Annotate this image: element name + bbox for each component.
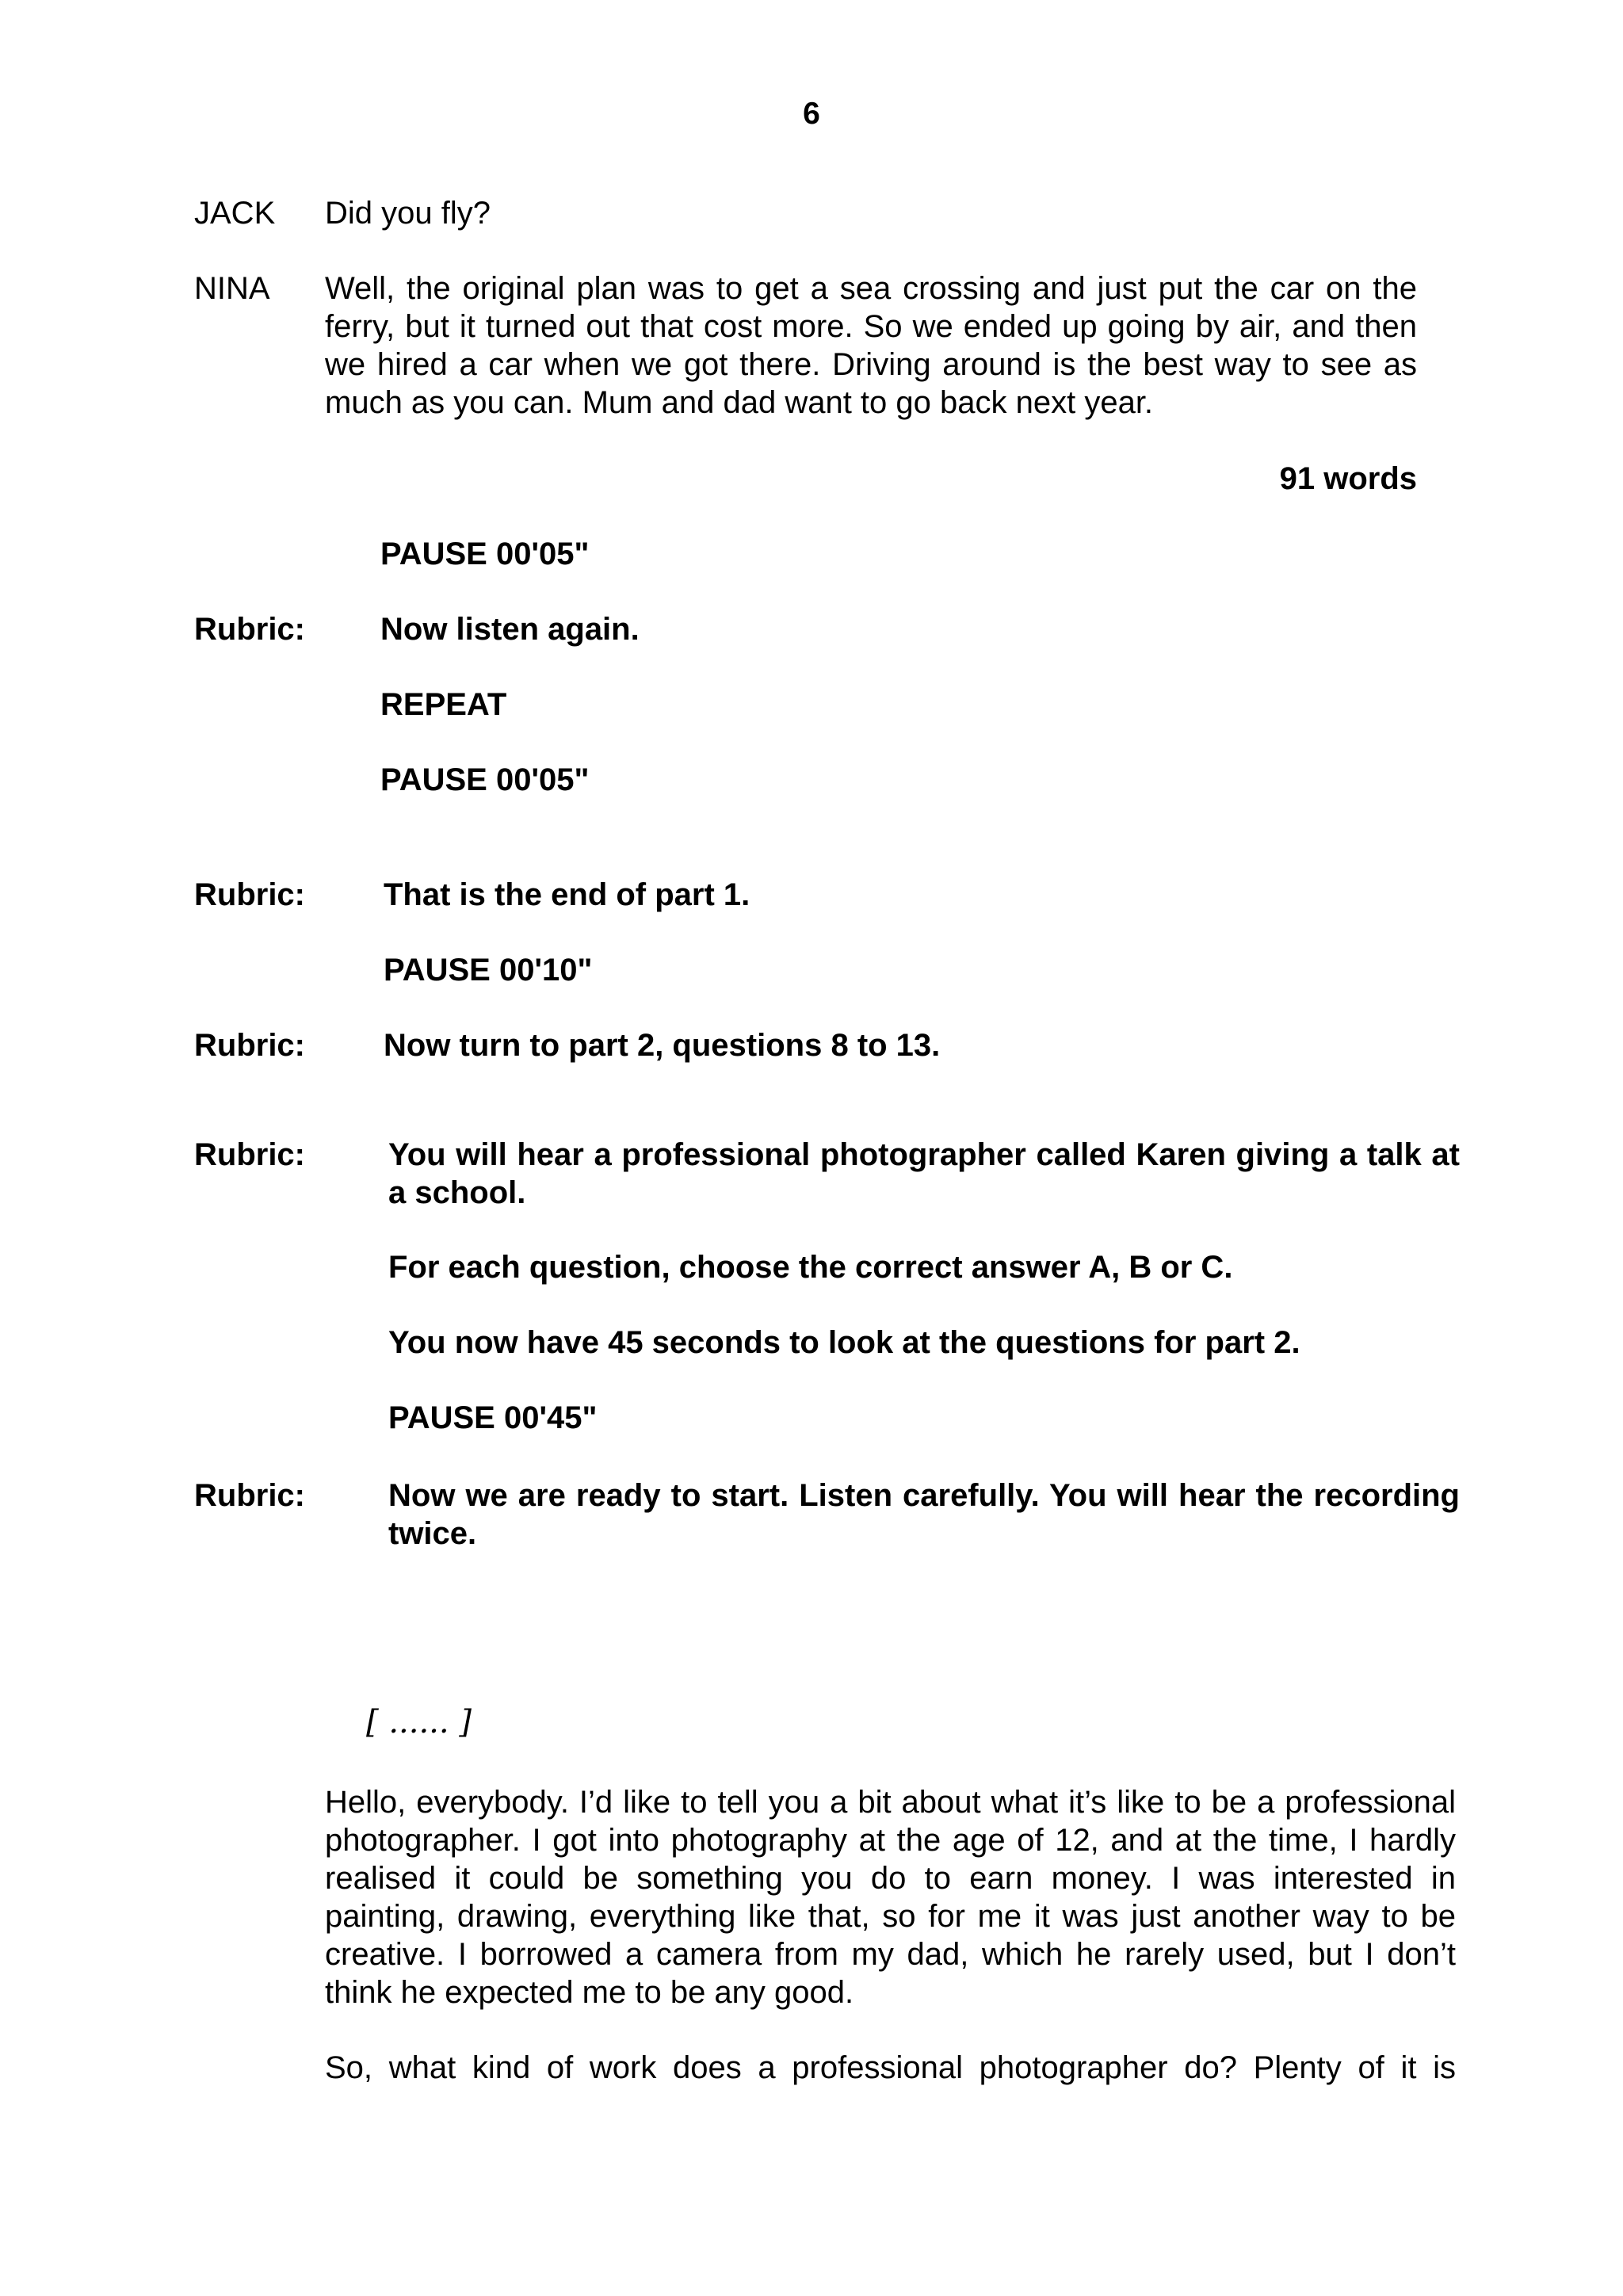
rubric-45-seconds: You now have 45 seconds to look at the questions for part 2. (388, 1325, 1300, 1360)
line-jack: Did you fly? (325, 196, 491, 231)
talk-paragraph-1: Hello, everybody. I’d like to tell you a bit about what it’s like to be a professional photographer. I got into photography at the age of 12, and at the time, I hardly realised it could be something you do to earn money. I was interested in painting, drawing, everything like that, so for me it was just another way to be creative. I borrowed a camera from my dad, which he rarely used, but I don’t think he expected me to be any good. (325, 1785, 1456, 2010)
pause-1: PAUSE 00'05" (380, 537, 590, 571)
pause-3: PAUSE 00'10" (384, 953, 593, 988)
rubric-ready-to-start: Now we are ready to start. Listen carefully. You will hear the recording twice. (388, 1478, 1460, 1551)
rubric-label-4: Rubric: (194, 1137, 305, 1172)
pause-4: PAUSE 00'45" (388, 1400, 598, 1435)
rubric-label-2: Rubric: (194, 877, 305, 912)
speaker-jack: JACK (194, 196, 276, 231)
rubric-end-part-1: That is the end of part 1. (384, 877, 750, 912)
rubric-label-5: Rubric: (194, 1478, 305, 1513)
rubric-intro-talk: You will hear a professional photographer called Karen giving a talk at a school. (388, 1137, 1460, 1210)
pause-2: PAUSE 00'05" (380, 762, 590, 797)
rubric-turn-to-part-2: Now turn to part 2, questions 8 to 13. (384, 1028, 941, 1063)
rubric-label-3: Rubric: (194, 1028, 305, 1063)
repeat: REPEAT (380, 687, 507, 722)
word-count: 91 words (1279, 461, 1417, 496)
rubric-listen-again: Now listen again. (380, 612, 640, 647)
page-number: 6 (803, 97, 820, 131)
talk-paragraph-2: So, what kind of work does a professional photographer do? Plenty of it is (325, 2050, 1456, 2085)
rubric-instructions: For each question, choose the correct answer A, B or C. (388, 1250, 1233, 1285)
rubric-label-1: Rubric: (194, 612, 305, 647)
omission-marker: [ ...... ] (366, 1704, 472, 1740)
speaker-nina: NINA (194, 271, 270, 306)
line-nina: Well, the original plan was to get a sea crossing and just put the car on the ferry, but it turned out that cost more. So we ended up going by air, and then we hired a car when we got there. Driving around is the best way to see as much as you can. Mum and dad want to go back next year. (325, 271, 1417, 420)
